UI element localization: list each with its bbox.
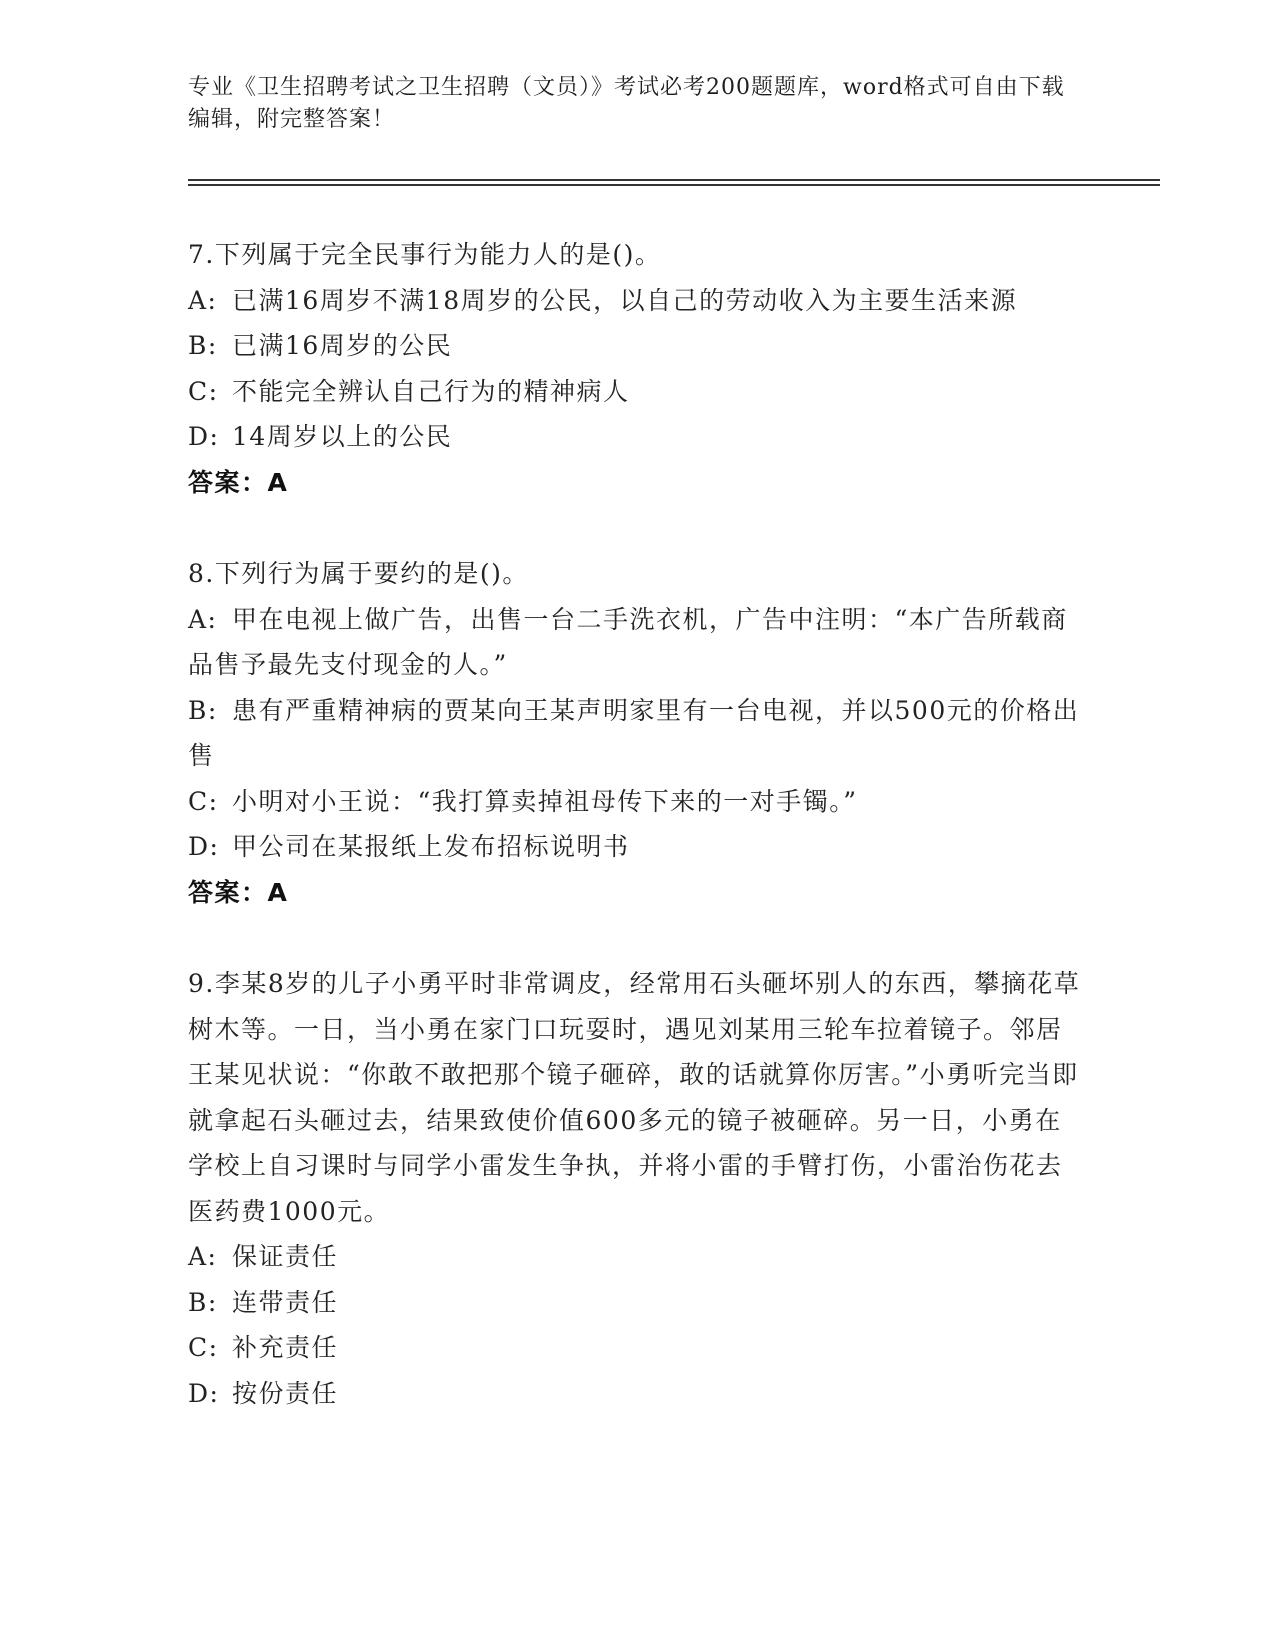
option-letter: C: [188, 1333, 219, 1362]
option-b [188, 323, 1088, 369]
option-letter: A: [188, 285, 218, 315]
question-list [188, 232, 1088, 1416]
option-letter: D: [188, 832, 220, 861]
answer-line: 答案：A [188, 877, 289, 907]
option-letter: C: [188, 376, 219, 406]
document-header [188, 72, 1068, 136]
option-text: 小明对小王说：“我打算卖掉祖母传下来的一对手镯。” [232, 786, 858, 816]
option-c [188, 779, 1088, 825]
question-spacer [188, 505, 1088, 551]
option-text: 连带责任 [232, 1287, 339, 1317]
question-8 [188, 551, 1088, 915]
question-stem: 8.下列行为属于要约的是()。 [188, 559, 529, 588]
option-a [188, 278, 1088, 324]
option-a [188, 597, 1088, 688]
option-letter: A: [188, 604, 218, 634]
option-d [188, 414, 1088, 460]
option-letter: B: [188, 695, 218, 725]
option-letter: A: [188, 1242, 218, 1271]
option-b [188, 688, 1088, 779]
header-text: 专业《卫生招聘考试之卫生招聘（文员）》考试必考200题题库，word格式可自由下载编辑，附完整答案！ [188, 75, 1065, 132]
option-letter: B: [188, 1287, 218, 1317]
option-a [188, 1234, 1088, 1280]
option-letter: D: [188, 1378, 220, 1408]
header-divider-bottom [188, 184, 1160, 186]
answer-line: 答案：A [188, 467, 289, 497]
option-text: 补充责任 [232, 1333, 339, 1362]
option-c [188, 369, 1088, 415]
option-text: 不能完全辨认自己行为的精神病人 [232, 376, 630, 406]
option-letter: D: [188, 422, 220, 451]
question-7 [188, 232, 1088, 505]
option-text: 14周岁以上的公民 [232, 422, 453, 451]
option-d [188, 824, 1088, 870]
option-b [188, 1280, 1088, 1326]
option-letter: B: [188, 331, 218, 360]
option-text: 甲公司在某报纸上发布招标说明书 [232, 832, 630, 861]
option-d [188, 1371, 1088, 1417]
option-text: 已满16周岁的公民 [232, 331, 453, 360]
question-spacer [188, 915, 1088, 961]
option-text: 患有严重精神病的贾某向王某声明家里有一台电视，并以500元的价格出售 [188, 695, 1080, 770]
question-stem: 9.李某8岁的儿子小勇平时非常调皮，经常用石头砸坏别人的东西，攀摘花草树木等。一日，当小勇在家门口玩耍时，遇见刘某用三轮车拉着镜子。邻居王某见状说：“你敢不敢把那个镜子砸碎，敢的话就算你厉害。”小勇听完当即就拿起石头砸过去，结果致使价值600多元的镜子被砸碎。另一日，小勇在学校上自习课时与同学小雷发生争执，并将小雷的手臂打伤，小雷治伤花去医药费1000元。 [188, 969, 1081, 1226]
option-c [188, 1325, 1088, 1371]
option-text: 按份责任 [232, 1378, 339, 1408]
option-text: 已满16周岁不满18周岁的公民，以自己的劳动收入为主要生活来源 [232, 285, 1018, 315]
option-text: 甲在电视上做广告，出售一台二手洗衣机，广告中注明：“本广告所载商品售予最先支付现金的人。” [188, 604, 1068, 679]
question-9 [188, 961, 1088, 1416]
option-letter: C: [188, 786, 219, 816]
question-stem: 7.下列属于完全民事行为能力人的是()。 [188, 240, 662, 269]
option-text: 保证责任 [232, 1242, 339, 1271]
header-divider-top [188, 179, 1160, 181]
